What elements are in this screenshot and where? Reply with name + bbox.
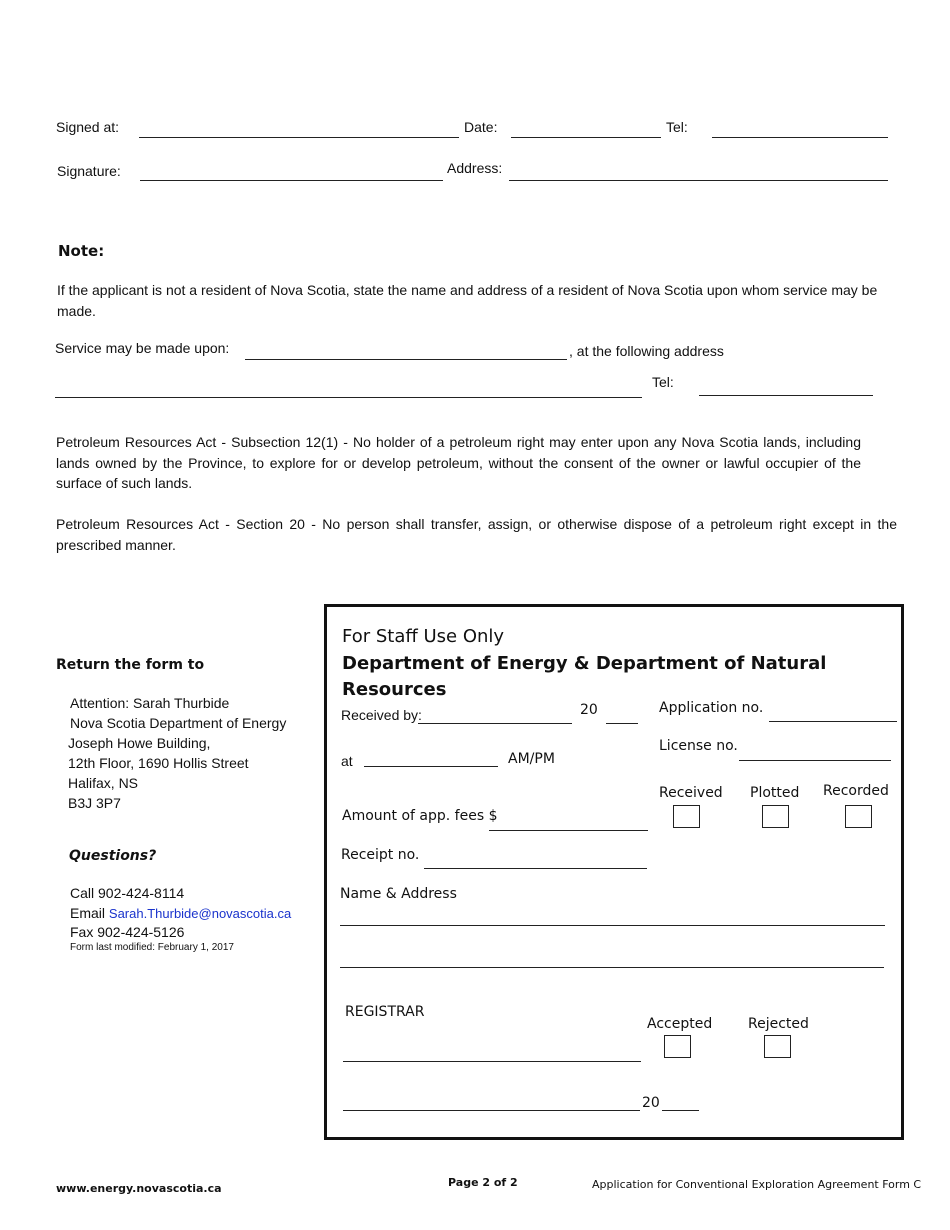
signed-at-label: Signed at: (56, 119, 120, 135)
questions-fax: Fax 902-424-5126 (70, 924, 185, 940)
application-no-label: Application no. (659, 700, 764, 716)
rejected-label: Rejected (748, 1016, 809, 1032)
registrar-label: REGISTRAR (345, 1004, 425, 1020)
questions-heading: Questions? (69, 848, 157, 864)
plotted-label: Plotted (750, 785, 800, 801)
date-field[interactable] (511, 137, 661, 138)
return-heading: Return the form to (56, 657, 205, 673)
return-building: Joseph Howe Building, (68, 735, 211, 751)
received-by-label: Received by: (341, 707, 422, 723)
license-no-field[interactable] (739, 760, 891, 761)
footer-page-number: Page 2 of 2 (448, 1176, 518, 1189)
date-label: Date: (464, 119, 498, 135)
plotted-checkbox[interactable] (762, 805, 789, 828)
legal-paragraph-2: Petroleum Resources Act - Section 20 - No person shall transfer, assign, or otherwise dispose of a petroleum right except in the prescribed manner. (56, 516, 897, 553)
name-address-label: Name & Address (340, 886, 457, 902)
received-label: Received (659, 785, 723, 801)
return-city: Halifax, NS (68, 775, 139, 791)
accepted-checkbox[interactable] (664, 1035, 691, 1058)
tel-field[interactable] (712, 137, 888, 138)
registrar-date-field[interactable] (343, 1110, 640, 1111)
address-field[interactable] (509, 180, 888, 181)
return-attention: Attention: Sarah Thurbide (70, 695, 230, 711)
tel-label: Tel: (666, 119, 688, 135)
questions-email (70, 905, 291, 921)
app-fees-label: Amount of app. fees $ (342, 808, 498, 824)
note-text: If the applicant is not a resident of Nova Scotia, state the name and address of a resident of Nova Scotia upon whom service may be made. (57, 282, 878, 319)
registrar-signature-field[interactable] (343, 1061, 641, 1062)
name-address-line-2[interactable] (340, 967, 884, 968)
accepted-label: Accepted (647, 1016, 713, 1032)
registrar-year-field[interactable] (662, 1110, 699, 1111)
email-link[interactable]: Sarah.Thurbide@novascotia.ca (108, 906, 292, 921)
service-tel-label: Tel: (652, 374, 674, 390)
form-modified: Form last modified: February 1, 2017 (70, 942, 234, 953)
signature-label: Signature: (57, 163, 121, 179)
signature-field[interactable] (140, 180, 443, 181)
signed-at-field[interactable] (139, 137, 459, 138)
service-tel-field[interactable] (699, 395, 873, 396)
received-year-field[interactable] (606, 723, 638, 724)
received-checkbox[interactable] (673, 805, 700, 828)
ampm-label: AM/PM (508, 751, 555, 767)
footer-website: www.energy.novascotia.ca (56, 1182, 222, 1195)
service-label: Service may be made upon: (55, 340, 230, 356)
return-department: Nova Scotia Department of Energy (70, 715, 287, 731)
name-address-line-1[interactable] (340, 925, 885, 926)
received-year-prefix: 20 (580, 702, 598, 718)
legal-paragraph-1: Petroleum Resources Act - Subsection 12(1) - No holder of a petroleum right may enter upon any Nova Scotia lands, including lands owned by the Province, to explore for or develop petroleum, without the consent of the owner or lawful occupier of the surface of such lands. (56, 434, 861, 491)
license-no-label: License no. (659, 738, 738, 754)
service-address-field[interactable] (55, 397, 642, 398)
following-address-label: , at the following address (569, 343, 724, 359)
at-label: at (341, 753, 353, 769)
questions-call: Call 902-424-8114 (70, 885, 185, 901)
rejected-checkbox[interactable] (764, 1035, 791, 1058)
recorded-checkbox[interactable] (845, 805, 872, 828)
receipt-no-label: Receipt no. (341, 847, 420, 863)
email-label: Email (70, 905, 106, 921)
time-field[interactable] (364, 766, 498, 767)
staff-department: Department of Energy & Department of Natural Resources (342, 653, 827, 700)
staff-title: For Staff Use Only (342, 626, 505, 647)
address-label: Address: (447, 160, 503, 176)
return-street: 12th Floor, 1690 Hollis Street (68, 755, 249, 771)
receipt-no-field[interactable] (424, 868, 647, 869)
registrar-year-prefix: 20 (642, 1095, 660, 1111)
application-no-field[interactable] (769, 721, 897, 722)
note-heading: Note: (58, 242, 105, 260)
received-by-field[interactable] (418, 723, 572, 724)
service-name-field[interactable] (245, 359, 567, 360)
recorded-label: Recorded (823, 783, 889, 799)
app-fees-field[interactable] (489, 830, 648, 831)
footer-form-title: Application for Conventional Exploration Agreement Form C (592, 1178, 922, 1191)
return-postal: B3J 3P7 (68, 795, 121, 811)
